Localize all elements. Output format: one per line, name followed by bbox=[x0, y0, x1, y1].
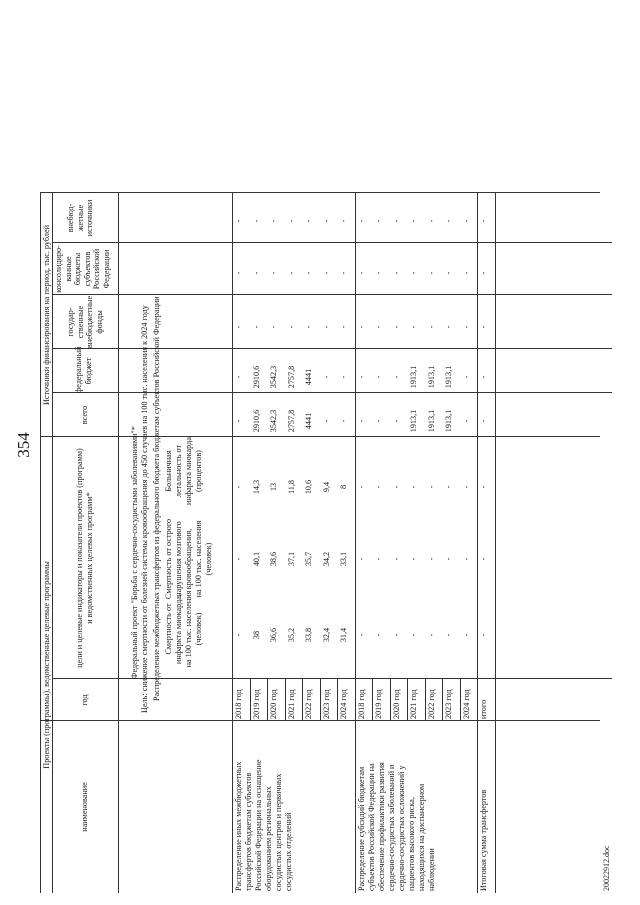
cell-total: 4441 bbox=[304, 412, 313, 430]
indicator-header: летальность от bbox=[174, 444, 183, 498]
cell-federal: - bbox=[356, 375, 366, 379]
table-rule bbox=[495, 193, 496, 893]
section-title: Федеральный проект "Борьба с сердечно-сосудистыми заболеваниями"* bbox=[130, 426, 139, 679]
cell-regional: - bbox=[304, 271, 313, 275]
row-year: 2020 год bbox=[391, 689, 401, 719]
cell-other: - bbox=[444, 219, 453, 223]
cell-i2: - bbox=[374, 557, 383, 561]
row-name: сердечно-сосудистых заболеваний и bbox=[386, 764, 396, 891]
row-year: 2024 год bbox=[461, 689, 471, 719]
cell-total: 1913,1 bbox=[444, 409, 453, 433]
table-rule bbox=[390, 679, 391, 721]
cell-regional: - bbox=[356, 271, 366, 275]
header-col_state_funds: ственные bbox=[75, 305, 85, 339]
header-col_other: источники bbox=[85, 199, 94, 237]
cell-state: - bbox=[251, 325, 261, 329]
row-year: 2018 год bbox=[356, 689, 366, 719]
cell-state: - bbox=[269, 325, 278, 329]
cell-total: 3542,3 bbox=[269, 409, 278, 433]
row-year: 2020 год bbox=[269, 689, 278, 719]
cell-i1: - bbox=[409, 633, 418, 637]
cell-federal: 1913,1 bbox=[426, 365, 436, 389]
cell-regional: - bbox=[409, 271, 418, 275]
cell-regional: - bbox=[426, 271, 436, 275]
header-col_state_funds: внебюджетные bbox=[85, 295, 94, 349]
cell-i2: - bbox=[444, 557, 453, 561]
cell-federal: 2757,8 bbox=[286, 365, 296, 389]
cell-i2: - bbox=[409, 557, 418, 561]
indicator-header: инфаркта миокарда, bbox=[174, 594, 183, 665]
cell-i2: - bbox=[426, 557, 436, 561]
table-rule bbox=[40, 193, 41, 893]
cell-federal: - bbox=[391, 375, 401, 379]
cell-total: - bbox=[321, 419, 331, 423]
row-name: находящихся на диспансерном bbox=[416, 783, 426, 891]
row-year: итого bbox=[479, 699, 488, 719]
cell-i2: - bbox=[479, 557, 488, 561]
table-rule bbox=[52, 193, 53, 893]
financing-table bbox=[40, 13, 600, 893]
header-name: наименование bbox=[80, 782, 89, 832]
cell-i3: - bbox=[461, 485, 471, 489]
cell-i1: - bbox=[374, 633, 383, 637]
cell-total: - bbox=[234, 419, 243, 423]
cell-i3: 13 bbox=[269, 482, 278, 492]
cell-other: - bbox=[251, 219, 261, 223]
header-projects: Проекты (программы), ведомственные целевые программы bbox=[42, 561, 51, 769]
cell-i2: 34,2 bbox=[321, 551, 331, 567]
row-year: 2022 год bbox=[426, 689, 436, 719]
row-name: сосудистых отделений bbox=[284, 812, 293, 891]
cell-i2: 38,6 bbox=[269, 551, 278, 567]
cell-state: - bbox=[461, 325, 471, 329]
cell-total: - bbox=[391, 419, 401, 423]
indicator-header: (процентов) bbox=[194, 450, 203, 492]
page-number: 354 bbox=[14, 432, 33, 458]
cell-i3: - bbox=[391, 485, 401, 489]
cell-state: - bbox=[444, 325, 453, 329]
cell-i3: 11,8 bbox=[286, 479, 296, 495]
cell-i2: 35,7 bbox=[304, 551, 313, 567]
row-name: трансфертов бюджетам субъектов bbox=[244, 772, 253, 891]
row-year: 2021 год bbox=[286, 689, 296, 719]
cell-i1: - bbox=[356, 633, 366, 637]
table-rule bbox=[285, 679, 286, 721]
row-name: пациентов высокого риска, bbox=[406, 797, 416, 891]
row-name: обеспечение профилактики развития bbox=[376, 762, 386, 891]
cell-federal: - bbox=[374, 375, 383, 379]
cell-federal: - bbox=[339, 375, 348, 379]
cell-federal: - bbox=[234, 375, 243, 379]
section-distribution: Распределение межбюджетных трансфертов из федерального бюджета бюджетам субъектов Российской Федерации bbox=[152, 296, 161, 701]
header-col_federal: федеральный bbox=[74, 346, 83, 393]
cell-state: - bbox=[479, 325, 488, 329]
header-col_regional: бюджеты bbox=[73, 252, 82, 286]
table-rule bbox=[355, 193, 356, 893]
cell-i3: 14,3 bbox=[251, 479, 261, 495]
cell-state: - bbox=[339, 325, 348, 329]
header-col_regional: Федерации bbox=[101, 249, 111, 289]
table-rule bbox=[407, 679, 408, 721]
cell-state: - bbox=[304, 325, 313, 329]
table-rule bbox=[52, 242, 612, 243]
indicator-header: (человек) bbox=[194, 612, 203, 646]
indicator-header: Смертность от bbox=[164, 603, 173, 655]
cell-i1: - bbox=[234, 633, 243, 637]
cell-federal: 2910,6 bbox=[251, 365, 261, 389]
cell-i1: - bbox=[479, 633, 488, 637]
cell-i1: - bbox=[426, 633, 436, 637]
row-year: 2023 год bbox=[444, 689, 453, 719]
cell-state: - bbox=[409, 325, 418, 329]
cell-total: 1913,1 bbox=[426, 409, 436, 433]
row-name: Итоговая сумма трансфертов bbox=[479, 789, 488, 891]
row-year: 2024 год bbox=[339, 689, 348, 719]
table-rule bbox=[372, 679, 373, 721]
row-year: 2022 год bbox=[304, 689, 313, 719]
cell-total: - bbox=[461, 419, 471, 423]
cell-state: - bbox=[426, 325, 436, 329]
cell-federal: 4441 bbox=[304, 368, 313, 386]
row-name: сердечно-сосудистых осложнений у bbox=[396, 765, 406, 891]
header-goals: цели и целевые индикаторы и показатели проектов (программ) bbox=[75, 448, 84, 668]
cell-other: - bbox=[356, 219, 366, 223]
indicator-header: инфаркта миокарда bbox=[184, 437, 193, 505]
header-year: год bbox=[80, 694, 89, 706]
cell-other: - bbox=[269, 219, 278, 223]
cell-other: - bbox=[321, 219, 331, 223]
cell-regional: - bbox=[286, 271, 296, 275]
cell-state: - bbox=[321, 325, 331, 329]
cell-i1: - bbox=[444, 633, 453, 637]
table-rule bbox=[267, 679, 268, 721]
cell-i1: 36,6 bbox=[269, 627, 278, 643]
cell-i1: 35,2 bbox=[286, 627, 296, 643]
header-sources: Источники финансирования на период, тыс. рублей bbox=[42, 225, 51, 405]
row-year: 2019 год bbox=[374, 689, 383, 719]
table-rule bbox=[118, 193, 119, 893]
cell-state: - bbox=[234, 325, 243, 329]
cell-total: - bbox=[479, 419, 488, 423]
header-col_regional: ванные bbox=[63, 256, 73, 282]
cell-total: 1913,1 bbox=[409, 409, 418, 433]
cell-state: - bbox=[391, 325, 401, 329]
cell-total: - bbox=[374, 419, 383, 423]
table-rule bbox=[250, 679, 251, 721]
cell-i1: - bbox=[461, 633, 471, 637]
cell-other: - bbox=[304, 219, 313, 223]
cell-state: - bbox=[374, 325, 383, 329]
indicator-header: на 100 тыс. населения bbox=[184, 590, 193, 668]
cell-other: - bbox=[286, 219, 296, 223]
cell-other: - bbox=[391, 219, 401, 223]
header-col_other: внебюд- bbox=[66, 203, 75, 233]
cell-regional: - bbox=[321, 271, 331, 275]
header-col_regional: Российской bbox=[92, 248, 101, 290]
cell-regional: - bbox=[234, 271, 243, 275]
table-rule bbox=[40, 192, 600, 193]
cell-i2: 37,1 bbox=[286, 551, 296, 567]
cell-i3: 10,6 bbox=[304, 479, 313, 495]
header-col_federal: бюджет bbox=[83, 357, 93, 385]
cell-i3: - bbox=[479, 485, 488, 489]
cell-i3: - bbox=[444, 485, 453, 489]
row-name: оборудованием региональных bbox=[264, 786, 273, 891]
cell-i3: 9,4 bbox=[321, 481, 331, 493]
cell-i2: - bbox=[356, 557, 366, 561]
cell-regional: - bbox=[251, 271, 261, 275]
cell-i1: 33,8 bbox=[304, 627, 313, 643]
indicator-header: на 100 тыс. населения bbox=[194, 520, 203, 598]
row-name: субъектов Российской Федерации на bbox=[366, 763, 376, 891]
table-rule bbox=[477, 193, 478, 893]
cell-federal: 1913,1 bbox=[444, 365, 453, 389]
cell-other: - bbox=[234, 219, 243, 223]
header-col_state_funds: государ- bbox=[66, 307, 75, 337]
cell-i1: 38 bbox=[251, 630, 261, 640]
indicator-header: нарушения мозгового bbox=[174, 521, 183, 597]
indicator-header: кровообращения, bbox=[184, 528, 193, 590]
cell-i3: 8 bbox=[339, 484, 348, 490]
cell-other: - bbox=[479, 219, 488, 223]
row-year: 2018 год bbox=[234, 689, 243, 719]
cell-state: - bbox=[286, 325, 296, 329]
cell-i3: - bbox=[374, 485, 383, 489]
cell-regional: - bbox=[269, 271, 278, 275]
table-rule bbox=[302, 679, 303, 721]
header-goals: и ведомственных целевых программ* bbox=[85, 492, 94, 624]
table-rule bbox=[425, 679, 426, 721]
table-rule bbox=[52, 392, 612, 393]
table-rule bbox=[40, 436, 600, 437]
table-rule bbox=[52, 294, 612, 295]
cell-total: - bbox=[356, 419, 366, 423]
cell-i1: 32,4 bbox=[321, 627, 331, 643]
cell-other: - bbox=[374, 219, 383, 223]
cell-regional: - bbox=[479, 271, 488, 275]
cell-i3: - bbox=[234, 485, 243, 489]
row-year: 2023 год bbox=[321, 689, 331, 719]
cell-regional: - bbox=[444, 271, 453, 275]
cell-i2: - bbox=[461, 557, 471, 561]
cell-state: - bbox=[356, 325, 366, 329]
cell-federal: 1913,1 bbox=[409, 365, 418, 389]
cell-i3: - bbox=[426, 485, 436, 489]
footer-filename: 20022912.doc bbox=[602, 845, 611, 891]
cell-other: - bbox=[426, 219, 436, 223]
header-col_regional: субъектов bbox=[82, 251, 92, 287]
row-name: Распределение субсидий бюджетам bbox=[356, 766, 366, 891]
table-rule bbox=[442, 679, 443, 721]
cell-i2: - bbox=[391, 557, 401, 561]
table-rule bbox=[232, 193, 233, 893]
indicator-header: Больничная bbox=[164, 450, 173, 492]
cell-i2: - bbox=[234, 557, 243, 561]
cell-other: - bbox=[409, 219, 418, 223]
row-name: сосудистых центров и первичных bbox=[274, 773, 283, 891]
cell-regional: - bbox=[339, 271, 348, 275]
cell-federal: - bbox=[321, 375, 331, 379]
table-rule bbox=[52, 348, 612, 349]
cell-i1: 31,4 bbox=[339, 627, 348, 643]
indicator-header: Смертность от острого bbox=[164, 518, 173, 600]
cell-i3: - bbox=[356, 485, 366, 489]
cell-other: - bbox=[339, 219, 348, 223]
indicator-header: (человек) bbox=[204, 542, 213, 576]
cell-total: 2757,8 bbox=[286, 409, 296, 433]
table-rule bbox=[337, 679, 338, 721]
row-name: Распределение иных межбюджетных bbox=[234, 761, 243, 891]
section-goal: Цель: снижение смертности от болезней системы кровообращения до 450 случаев на 100 тыс. населения к 2024 году bbox=[140, 305, 149, 713]
cell-total: - bbox=[339, 419, 348, 423]
header-col_other: жетные bbox=[75, 204, 85, 232]
row-name: наблюдении bbox=[426, 848, 436, 891]
header-total: всего bbox=[80, 405, 89, 425]
cell-total: 2910,6 bbox=[251, 409, 261, 433]
cell-other: - bbox=[461, 219, 471, 223]
header-col_regional: консолидиро- bbox=[54, 245, 63, 293]
table-rule bbox=[460, 679, 461, 721]
cell-federal: - bbox=[479, 375, 488, 379]
cell-regional: - bbox=[391, 271, 401, 275]
cell-i2: 33,1 bbox=[339, 551, 348, 567]
row-year: 2019 год bbox=[251, 689, 261, 719]
cell-i2: 40,1 bbox=[251, 551, 261, 567]
cell-federal: 3542,3 bbox=[269, 365, 278, 389]
row-name: Российской Федерации на оснащение bbox=[254, 759, 263, 891]
cell-i3: - bbox=[409, 485, 418, 489]
cell-i1: - bbox=[391, 633, 401, 637]
cell-federal: - bbox=[461, 375, 471, 379]
header-col_state_funds: фонды bbox=[94, 310, 104, 334]
cell-regional: - bbox=[461, 271, 471, 275]
table-rule bbox=[320, 679, 321, 721]
row-year: 2021 год bbox=[409, 689, 418, 719]
cell-regional: - bbox=[374, 271, 383, 275]
